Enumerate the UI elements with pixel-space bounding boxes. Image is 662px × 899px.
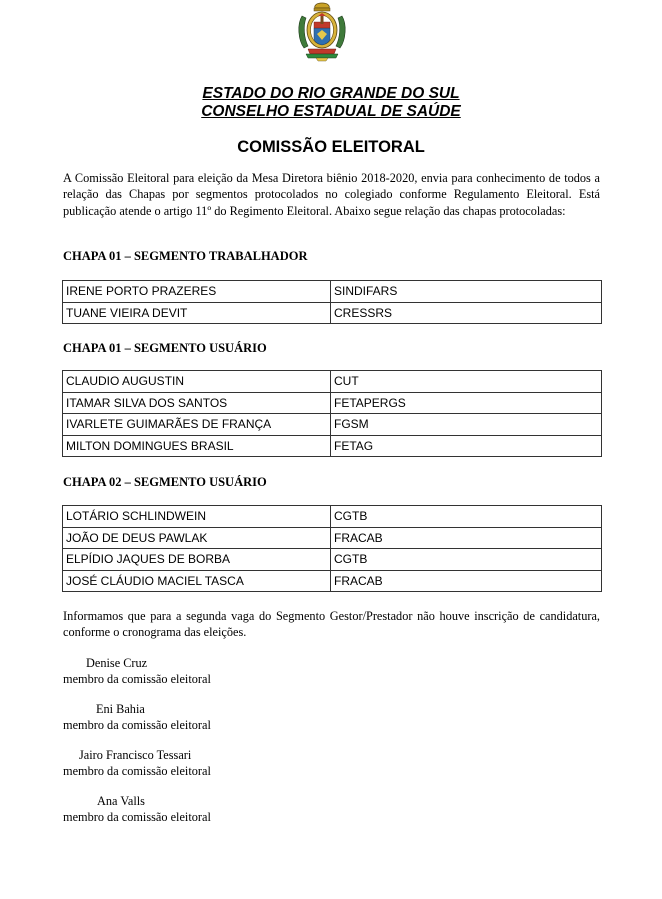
candidate-name: LOTÁRIO SCHLINDWEIN (63, 506, 331, 528)
candidate-organization: FETAG (331, 435, 602, 457)
candidate-organization: CUT (331, 371, 602, 393)
candidate-name: TUANE VIEIRA DEVIT (63, 302, 331, 324)
table-row (63, 570, 602, 592)
section-heading-chapa-02-usuario: CHAPA 02 – SEGMENTO USUÁRIO (63, 475, 267, 489)
candidate-name: ELPÍDIO JAQUES DE BORBA (63, 549, 331, 571)
signature-block (63, 702, 211, 733)
candidate-name: IRENE PORTO PRAZERES (63, 281, 331, 303)
candidate-organization: CGTB (331, 506, 602, 528)
closing-paragraph: Informamos que para a segunda vaga do Segmento Gestor/Prestador não houve inscrição de candidatura, conforme o cronograma das eleições. (63, 609, 600, 640)
section-heading-chapa-01-usuario: CHAPA 01 – SEGMENTO USUÁRIO (63, 341, 267, 355)
candidate-organization: SINDIFARS (331, 281, 602, 303)
table-row (63, 302, 602, 324)
candidate-organization: FRACAB (331, 570, 602, 592)
table-row (63, 527, 602, 549)
section-heading-chapa-01-trabalhador: CHAPA 01 – SEGMENTO TRABALHADOR (63, 249, 308, 263)
council-heading: CONSELHO ESTADUAL DE SAÚDE (201, 103, 461, 120)
table-row (63, 549, 602, 571)
candidate-organization: FRACAB (331, 527, 602, 549)
candidate-organization: CGTB (331, 549, 602, 571)
candidate-name: ITAMAR SILVA DOS SANTOS (63, 392, 331, 414)
candidate-organization: FGSM (331, 414, 602, 436)
candidate-name: IVARLETE GUIMARÃES DE FRANÇA (63, 414, 331, 436)
table-row (63, 414, 602, 436)
signatory-name: Jairo Francisco Tessari (79, 748, 192, 762)
candidate-name: JOSÉ CLÁUDIO MACIEL TASCA (63, 570, 331, 592)
chapa-01-usuario-table (62, 370, 602, 457)
candidate-organization: FETAPERGS (331, 392, 602, 414)
table-row (63, 506, 602, 528)
table-row (63, 435, 602, 457)
signature-block (63, 656, 211, 687)
candidate-organization: CRESSRS (331, 302, 602, 324)
candidate-name: MILTON DOMINGUES BRASIL (63, 435, 331, 457)
signatory-role: membro da comissão eleitoral (63, 809, 211, 824)
candidate-name: JOÃO DE DEUS PAWLAK (63, 527, 331, 549)
intro-paragraph: A Comissão Eleitoral para eleição da Mesa Diretora biênio 2018-2020, envia para conhecimento de todos a relação das Chapas por segmentos protocolados no colegiado conforme Regulamento Eleitoral. Está publicação atende o artigo 11º do Regimento Eleitoral. Abaixo segue relação das chapas protocoladas: (63, 171, 600, 218)
chapa-01-trabalhador-table (62, 280, 602, 324)
signatory-name: Denise Cruz (86, 656, 148, 670)
table-row (63, 392, 602, 414)
signatory-name: Ana Valls (97, 794, 145, 808)
state-heading: ESTADO DO RIO GRANDE DO SUL (202, 85, 460, 102)
signature-block (63, 748, 211, 779)
table-row (63, 281, 602, 303)
rio-grande-do-sul-coat-of-arms-icon (296, 2, 348, 62)
signature-block (63, 794, 211, 825)
signatory-role: membro da comissão eleitoral (63, 763, 211, 778)
signatory-role: membro da comissão eleitoral (63, 717, 211, 732)
candidate-name: CLAUDIO AUGUSTIN (63, 371, 331, 393)
chapa-02-usuario-table (62, 505, 602, 592)
signatory-role: membro da comissão eleitoral (63, 671, 211, 686)
signatory-name: Eni Bahia (96, 702, 145, 716)
table-row (63, 371, 602, 393)
page-title: COMISSÃO ELEITORAL (237, 138, 425, 156)
